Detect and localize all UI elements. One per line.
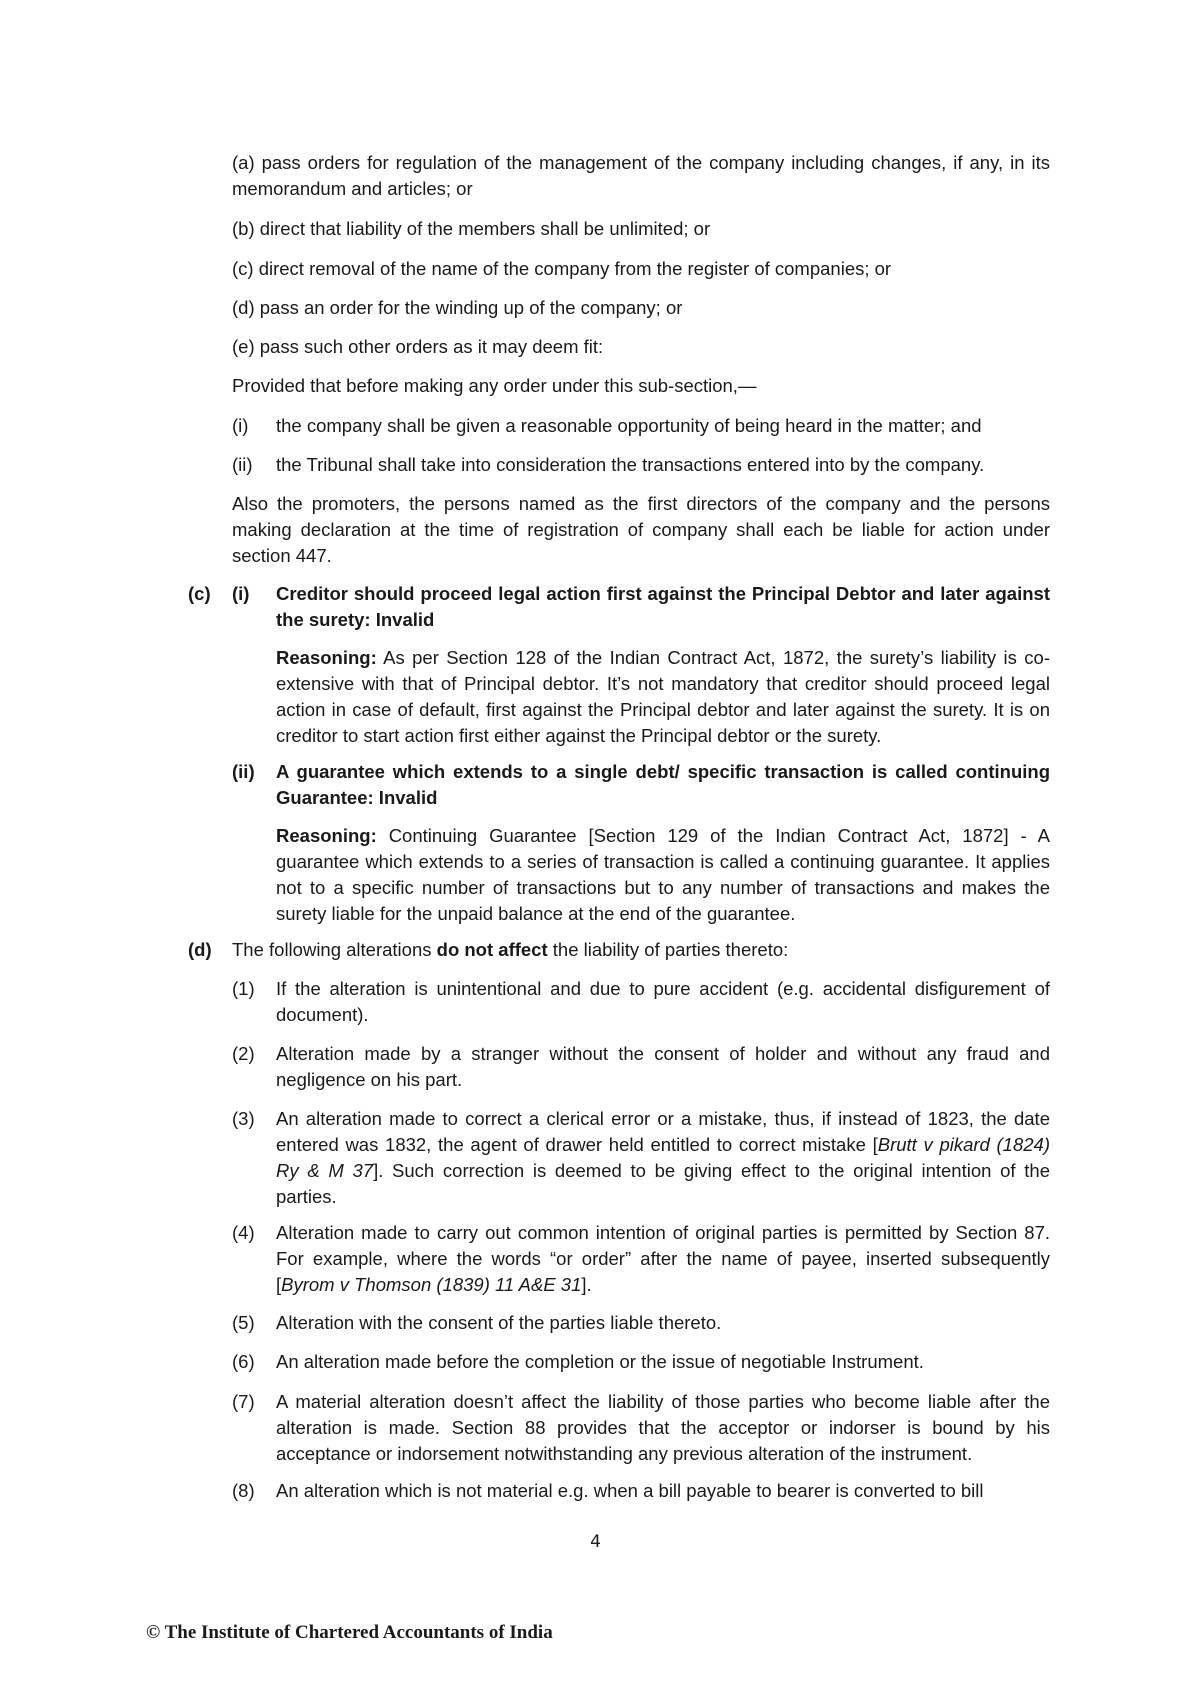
footer-copyright: © The Institute of Chartered Accountants of India xyxy=(146,1622,553,1643)
sub-heading: Creditor should proceed legal action first against the Principal Debtor and later against the surety: Invalid xyxy=(276,583,1050,630)
para-e: (e) pass such other orders as it may deem fit: xyxy=(232,336,604,357)
reasoning-text: As per Section 128 of the Indian Contract Act, 1872, the surety’s liability is co-extensive with that of Principal debtor. It’s not mandatory that creditor should proceed legal action in case of default, first against the Principal debtor and later against the surety. It is on creditor to start action first either against the Principal debtor or the surety. xyxy=(276,647,1050,746)
reasoning-paragraph xyxy=(276,645,1050,749)
also-paragraph: Also the promoters, the persons named as the first directors of the company and the persons making declaration at the time of registration of company shall each be liable for action under section 447. xyxy=(232,493,1050,566)
document-page: (a) pass orders for regulation of the management of the company including changes, if any, in its memorandum and articles; or (b) direct that liability of the members shall be unlimited; or (c) direct removal of the name of the company from the register of companies; or (d) pass an order for the winding up of the company; or (e) pass such other orders as it may deem fit: Provided that before making any order under this sub-section,— (i) the company shall be given a reasonable opportunity of being heard in the matter; and (ii) the Tribunal shall take into consideration the transactions entered into by the company. Also the promoters, the persons named as the first directors of the company and the persons making declaration at the time of registration of company shall each be liable for action under section 447. (c) (i) Creditor should proceed legal action first against the Principal Debtor and later against the surety: Invalid Reasoning: As per Section 128 of the Indian Contract Act, 1872, the surety’s liability is co-extensive with that of Principal debtor. It’s not mandatory that creditor should proceed legal action in case of default, first against the Principal debtor and later against the surety. It is on creditor to start action first either against the Principal debtor or the surety. (ii) A guarantee which extends to a single debt/ specific transaction is called continuing Guarantee: Invalid Reasoning: Continuing Guarantee [Section 129 of the Indian Contract Act, 1872] - A guarantee which extends to a series of transaction is called a continuing guarantee. It applies not to a specific number of transactions but to any number of transactions and makes the surety liable for the unpaid balance at the end of the guarantee. (d) The following alterations do not affect the liability of parties thereto: (1) If the alteration is unintentional and due to pure accident (e.g. accidental disfigurement of document). (2) Alteration made by a stranger without the consent of holder and without any fraud and negligence on his part. (3) An alteration made to correct a clerical error or a mistake, thus, if instead of 1823, the date entered was 1832, the agent of drawer held entitled to correct mistake [Brutt v pikard (1824) Ry & M 37]. Such correction is deemed to be giving effect to the original intention of the parties. (4) Alteration made to carry out common intention of original parties is permitted by Section 87. For example, where the words “or order” after the name of payee, inserted subsequently [Byrom v Thomson (1839) 11 A&E 31]. (5) Alteration with the consent of the parties liable thereto. (6) An alteration made before the completion or the issue of negotiable Instrument. (7) A material alteration doesn’t affect the liability of those parties who become liable after the alteration is made. Section 88 provides that the acceptor or indorser is bound by his acceptance or indorsement notwithstanding any previous alteration of the instrument. (8) An alteration which is not material e.g. when a bill payable to bearer is converted to bill 4 © The Institute of Chartered Accountants of India xyxy=(0,0,1191,1684)
part-d-intro-text: The following alterations do not affect the liability of parties thereto: xyxy=(232,939,789,960)
reasoning-text: Continuing Guarantee [Section 129 of the Indian Contract Act, 1872] - A guarantee which extends to a series of transaction is called a continuing guarantee. It applies not to a specific number of transactions but to any number of transactions and makes the surety liable for the unpaid balance at the end of the guarantee. xyxy=(276,825,1050,924)
item-label: (i) xyxy=(232,415,249,436)
para-d: (d) pass an order for the winding up of the company; or xyxy=(232,297,683,318)
part-d-label: (d) xyxy=(188,939,212,960)
sub-heading: A guarantee which extends to a single debt/ specific transaction is called continuing Guarantee: Invalid xyxy=(276,761,1050,808)
part-c-label: (c) xyxy=(188,583,211,604)
item-label: (ii) xyxy=(232,454,253,475)
reasoning-paragraph xyxy=(276,823,1050,927)
reasoning-label: Reasoning: xyxy=(276,825,377,846)
para-c: (c) direct removal of the name of the company from the register of companies; or xyxy=(232,258,892,279)
reasoning-label: Reasoning: xyxy=(276,647,377,668)
item-text: the company shall be given a reasonable opportunity of being heard in the matter; and xyxy=(276,415,982,436)
sub-label: (i) xyxy=(232,583,250,604)
para-a: (a) pass orders for regulation of the management of the company including changes, if any, in its memorandum and articles; or xyxy=(232,152,1050,199)
proviso: Provided that before making any order under this sub-section,— xyxy=(232,375,757,396)
para-b: (b) direct that liability of the members shall be unlimited; or xyxy=(232,218,711,239)
item-text: the Tribunal shall take into consideration the transactions entered into by the company. xyxy=(276,454,985,475)
page-number: 4 xyxy=(590,1532,601,1552)
sub-label: (ii) xyxy=(232,761,255,782)
